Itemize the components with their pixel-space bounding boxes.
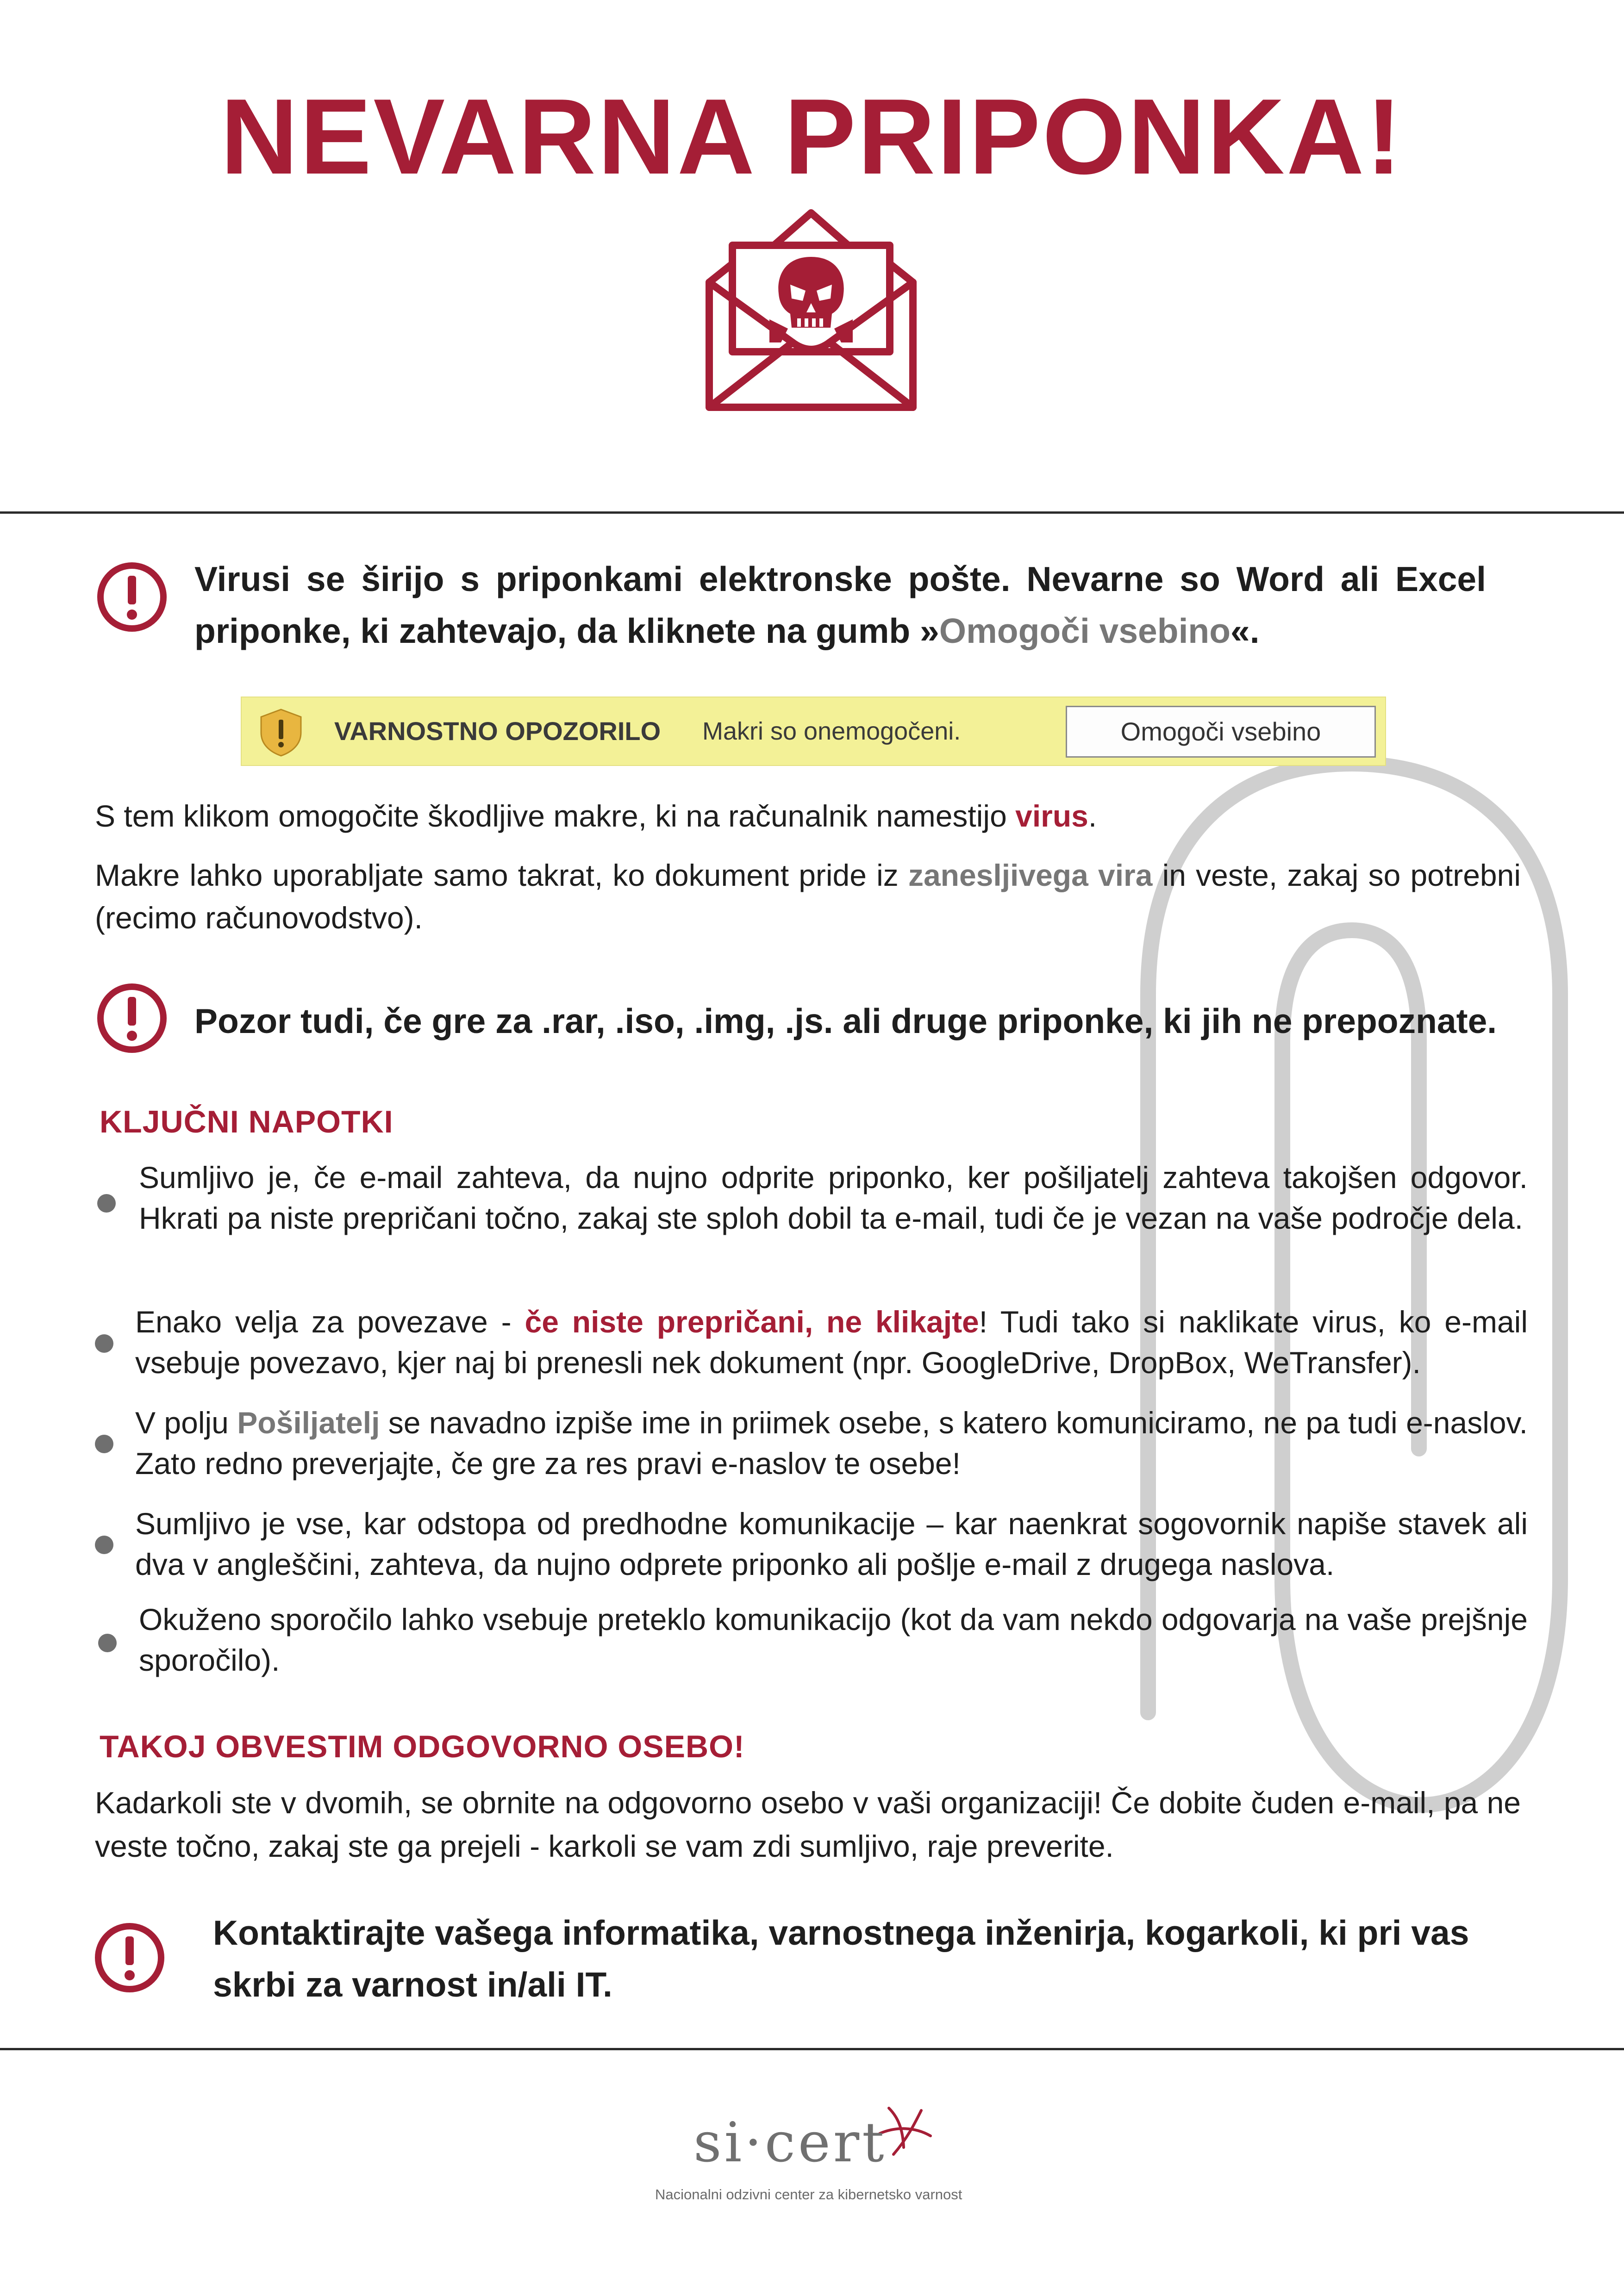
- tip-3-text: V polju: [135, 1406, 237, 1440]
- bottom-divider: [0, 2048, 1624, 2050]
- sender-field-highlight: Pošiljatelj: [237, 1406, 380, 1440]
- tip-3-text-end: se navadno izpiše ime in priimek osebe, s katero komuniciramo, ne pa tudi e-naslov. Zato redno preverjajte, če gre za res pravi e-naslov te osebe!: [135, 1406, 1528, 1481]
- exclamation-circle-icon: [95, 560, 169, 634]
- contact-text: Kontaktirajte vašega informatika, varnostnega inženirja, kogarkoli, ki pri vas skrbi za varnost in/ali IT.: [213, 1913, 1469, 2004]
- virus-highlight: virus: [1015, 799, 1088, 833]
- shield-warning-icon: [256, 707, 306, 758]
- bullet-dot-icon: [95, 1536, 113, 1554]
- intro-text-end: «.: [1230, 611, 1260, 650]
- sicert-logo: [653, 2101, 986, 2212]
- intro-text: [194, 553, 1486, 657]
- paragraph-trusted-source: [95, 854, 1521, 939]
- warning-title: VARNOSTNO OPOZORILO: [334, 716, 661, 746]
- bullet-dot-icon: [97, 1194, 116, 1213]
- envelope-skull-icon: [700, 204, 922, 417]
- bullet-dot-icon: [95, 1435, 113, 1453]
- enable-content-button[interactable]: Omogoči vsebino: [1066, 706, 1376, 758]
- trusted-source-highlight: zanesljivega vira: [908, 858, 1153, 892]
- paragraph-2-text: Makre lahko uporabljate samo takrat, ko dokument pride iz: [95, 858, 908, 892]
- tip-5-text: Okuženo sporočilo lahko vsebuje preteklo komunikacijo (kot da vam nekdo odgovarja na vaše prejšnje sporočilo).: [139, 1602, 1528, 1677]
- tip-4-text: Sumljivo je vse, kar odstopa od predhodne komunikacije – kar naenkrat sogovornik napiše stavek ali dva v angleščini, zahteva, da nujno odprete priponko ali pošlje e-mail z drugega naslova.: [135, 1506, 1528, 1581]
- top-divider: [0, 511, 1624, 514]
- list-item: [135, 1301, 1528, 1383]
- bullet-dot-icon: [98, 1634, 117, 1652]
- tip-1-text: Sumljivo je, če e-mail zahteva, da nujno odprite priponko, ker pošiljatelj zahteva takojšen odgovor. Hkrati pa niste prepričani točno, zakaj ste sploh dobil ta e-mail, tudi če je vezan na vaše področje dela.: [139, 1160, 1528, 1235]
- list-item: [139, 1157, 1528, 1238]
- key-tips-heading: KLJUČNI NAPOTKI: [100, 1104, 394, 1139]
- security-warning-bar: [241, 697, 1386, 766]
- list-item: [135, 1402, 1528, 1484]
- paragraph-macros-virus: [95, 795, 1521, 837]
- tip-2-text-end: ! Tudi tako si naklikate virus, ko e-mail vsebuje povezavo, kjer naj bi prenesli nek dokument (npr. GoogleDrive, DropBox, WeTransfer).: [135, 1305, 1528, 1380]
- notify-heading: TAKOJ OBVESTIM ODGOVORNO OSEBO!: [100, 1729, 745, 1764]
- warning-message: Makri so onemogočeni.: [702, 717, 961, 745]
- exclamation-circle-icon: [93, 1921, 167, 1995]
- paragraph-1-end: .: [1088, 799, 1097, 833]
- page-title: NEVARNA PRIPONKA!: [220, 77, 1404, 197]
- notify-text: Kadarkoli ste v dvomih, se obrnite na odgovorno osebo v vaši organizaciji! Če dobite čuden e-mail, pa ne veste točno, zakaj ste ga prejeli - karkoli se vam zdi sumljivo, raje preverite.: [95, 1786, 1521, 1863]
- paragraph-2-end: in veste, zakaj so potrebni (recimo računovodstvo).: [95, 858, 1521, 935]
- bullet-dot-icon: [95, 1334, 113, 1353]
- enable-content-highlight: Omogoči vsebino: [939, 611, 1231, 650]
- caution-text: Pozor tudi, če gre za .rar, .iso, .img, .js. ali druge priponke, ki jih ne prepoznate.: [194, 1002, 1497, 1040]
- dont-click-highlight: če niste prepričani, ne klikajte: [525, 1305, 979, 1339]
- logo-wordmark: si·cert: [693, 2110, 887, 2174]
- list-item: [135, 1503, 1528, 1585]
- list-item: [139, 1599, 1528, 1680]
- logo-tagline: Nacionalni odzivni center za kibernetsko varnost: [655, 2186, 962, 2203]
- paragraph-1-text: S tem klikom omogočite škodljive makre, ki na računalnik namestijo: [95, 799, 1016, 833]
- tip-2-text: Enako velja za povezave -: [135, 1305, 525, 1339]
- exclamation-circle-icon: [95, 981, 169, 1055]
- intro-text-part: Virusi se širijo s priponkami elektronske pošte. Nevarne so Word ali Excel priponke, ki zahtevajo, da kliknete na gumb »: [194, 560, 1486, 650]
